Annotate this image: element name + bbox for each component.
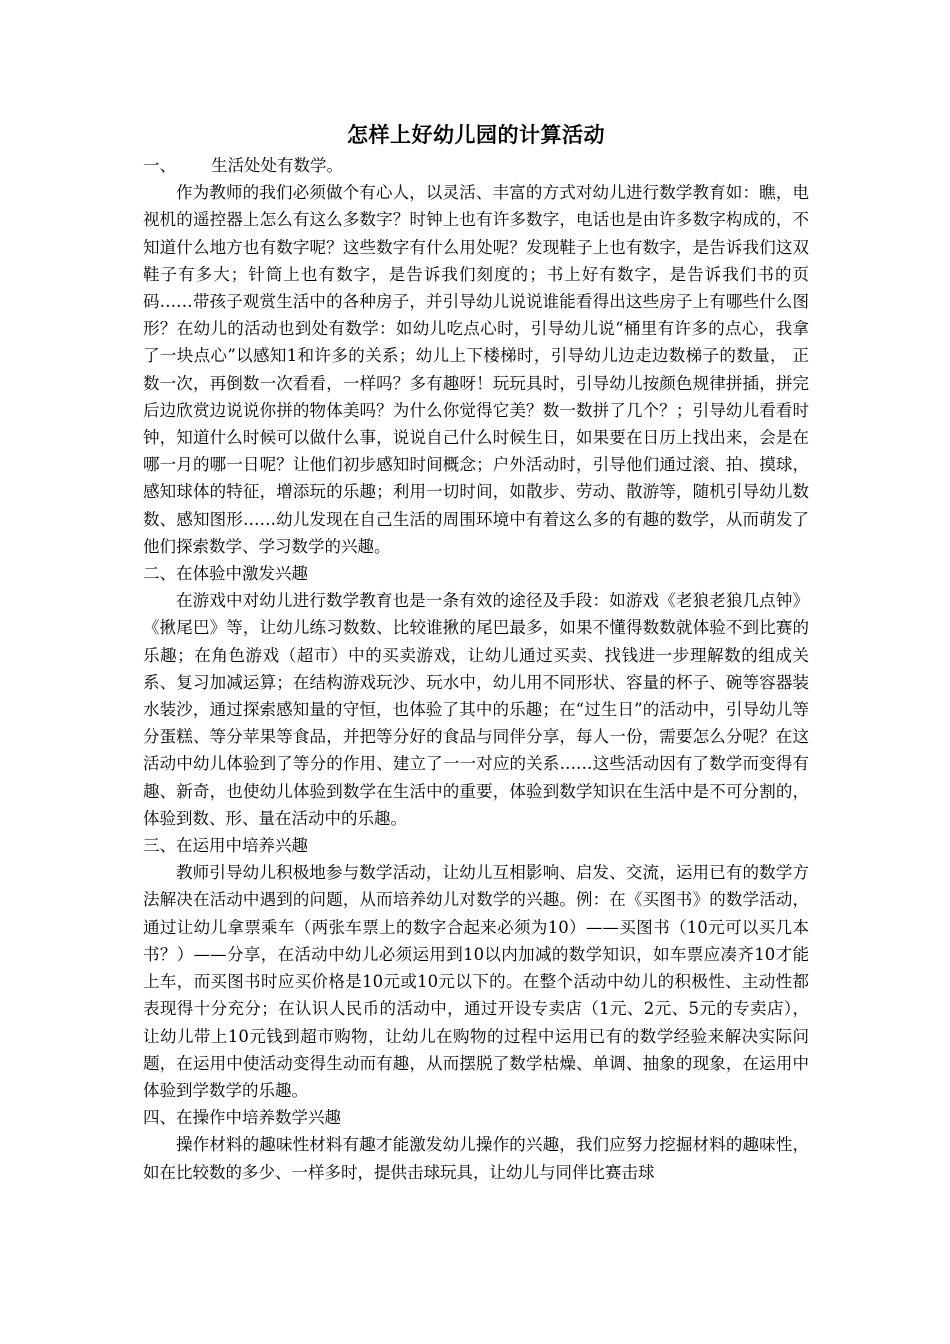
section-paragraph: 作为教师的我们必须做个有心人，以灵活、丰富的方式对幼儿进行数学教育如：瞧，电视机的遥控器上怎么有这么多数字？时钟上也有许多数字，电话也是由许多数字构成的，不知道什么地方也有数字呢？这些数字有什么用处呢？发现鞋子上也有数字，是告诉我们这双鞋子有多大；针筒上也有数字，是告诉我们刻度的；书上好有数字，是告诉我们书的页码……带孩子观赏生活中的各种房子，并引导幼儿说说谁能看得出这些房子上有哪些什么图形？在幼儿的活动也到处有数学：如幼儿吃点心时，引导幼儿说“桶里有许多的点心，我拿了一块点心”以感知1和许多的关系；幼儿上下楼梯时，引导幼儿边走边数梯子的数量， 正数一次，再倒数一次看看，一样吗？多有趣呀！玩玩具时，引导幼儿按颜色规律拼插，拼完后边欣赏边说说你拼的物体美吗？为什么你觉得它美？数一数拼了几个？；引导幼儿看看时钟，知道什么时候可以做什么事，说说自己什么时候生日，如果要在日历上找出来，会是在哪一月的哪一日呢？让他们初步感知时间概念；户外活动时，引导他们通过滚、拍、摸球，感知球体的特征，增添玩的乐趣；利用一切时间，如散步、劳动、散游等，随机引导幼儿数数、感知图形……幼儿发现在自己生活的周围环境中有着这么多的有趣的数学，从而萌发了他们探索数学、学习数学的兴趣。 <box>143 183 809 556</box>
section-heading: 三、在运用中培养兴趣 <box>143 836 308 856</box>
section-4 <box>143 1104 809 1186</box>
section-number: 一、 <box>143 156 176 175</box>
section-paragraph: 操作材料的趣味性材料有趣才能激发幼儿操作的兴趣，我们应努力挖掘材料的趣味性，如在比较数的多少、一样多时，提供击球玩具，让幼儿与同伴比赛击球 <box>143 1135 809 1182</box>
section-heading-text: 生活处处有数学。 <box>211 156 343 175</box>
section-heading: 二、在体验中激发兴趣 <box>143 564 308 584</box>
section-heading: 四、在操作中培养数学兴趣 <box>143 1108 341 1128</box>
section-paragraph: 在游戏中对幼儿进行数学教育也是一条有效的途径及手段：如游戏《老狼老狼几点钟》《揪尾巴》等，让幼儿练习数数、比较谁揪的尾巴最多，如果不懂得数数就体验不到比赛的乐趣；在角色游戏（超市）中的买卖游戏，让幼儿通过买卖、找钱进一步理解数的组成关系、复习加减运算；在结构游戏玩沙、玩水中，幼儿用不同形状、容量的杯子、碗等容器装水装沙，通过探索感知量的守恒，也体验了其中的乐趣；在“过生日”的活动中，引导幼儿等分蛋糕、等分苹果等食品，并把等分好的食品与同伴分享，每人一份，需要怎么分呢？在这活动中幼儿体验到了等分的作用、建立了一一对应的关系……这些活动因有了数学而变得有趣、新奇，也使幼儿体验到数学在生活中的重要，体验到数学知识在生活中是不可分割的，体验到数、形、量在活动中的乐趣。 <box>143 591 809 828</box>
document-page <box>143 118 809 1186</box>
section-heading <box>143 152 809 179</box>
section-1 <box>143 152 809 560</box>
section-2 <box>143 560 809 832</box>
section-3 <box>143 832 809 1104</box>
document-title: 怎样上好幼儿园的计算活动 <box>347 123 605 147</box>
section-paragraph: 教师引导幼儿积极地参与数学活动，让幼儿互相影响、启发、交流，运用已有的数学方法解决在活动中遇到的问题，从而培养幼儿对数学的兴趣。例：在《买图书》的数学活动，通过让幼儿拿票乘车（两张车票上的数字合起来必须为10）——买图书（10元可以买几本书？）——分享，在活动中幼儿必须运用到10以内加减的数学知识，如车票应凑齐10才能上车，而买图书时应买价格是10元或10元以下的。在整个活动中幼儿的积极性、主动性都表现得十分充分；在认识人民币的活动中，通过开设专卖店（1元、2元、5元的专卖店），让幼儿带上10元钱到超市购物，让幼儿在购物的过程中运用已有的数学经验来解决实际问题，在运用中使活动变得生动而有趣，从而摆脱了数学枯燥、单调、抽象的现象，在运用中体验到学数学的乐趣。 <box>143 863 809 1100</box>
